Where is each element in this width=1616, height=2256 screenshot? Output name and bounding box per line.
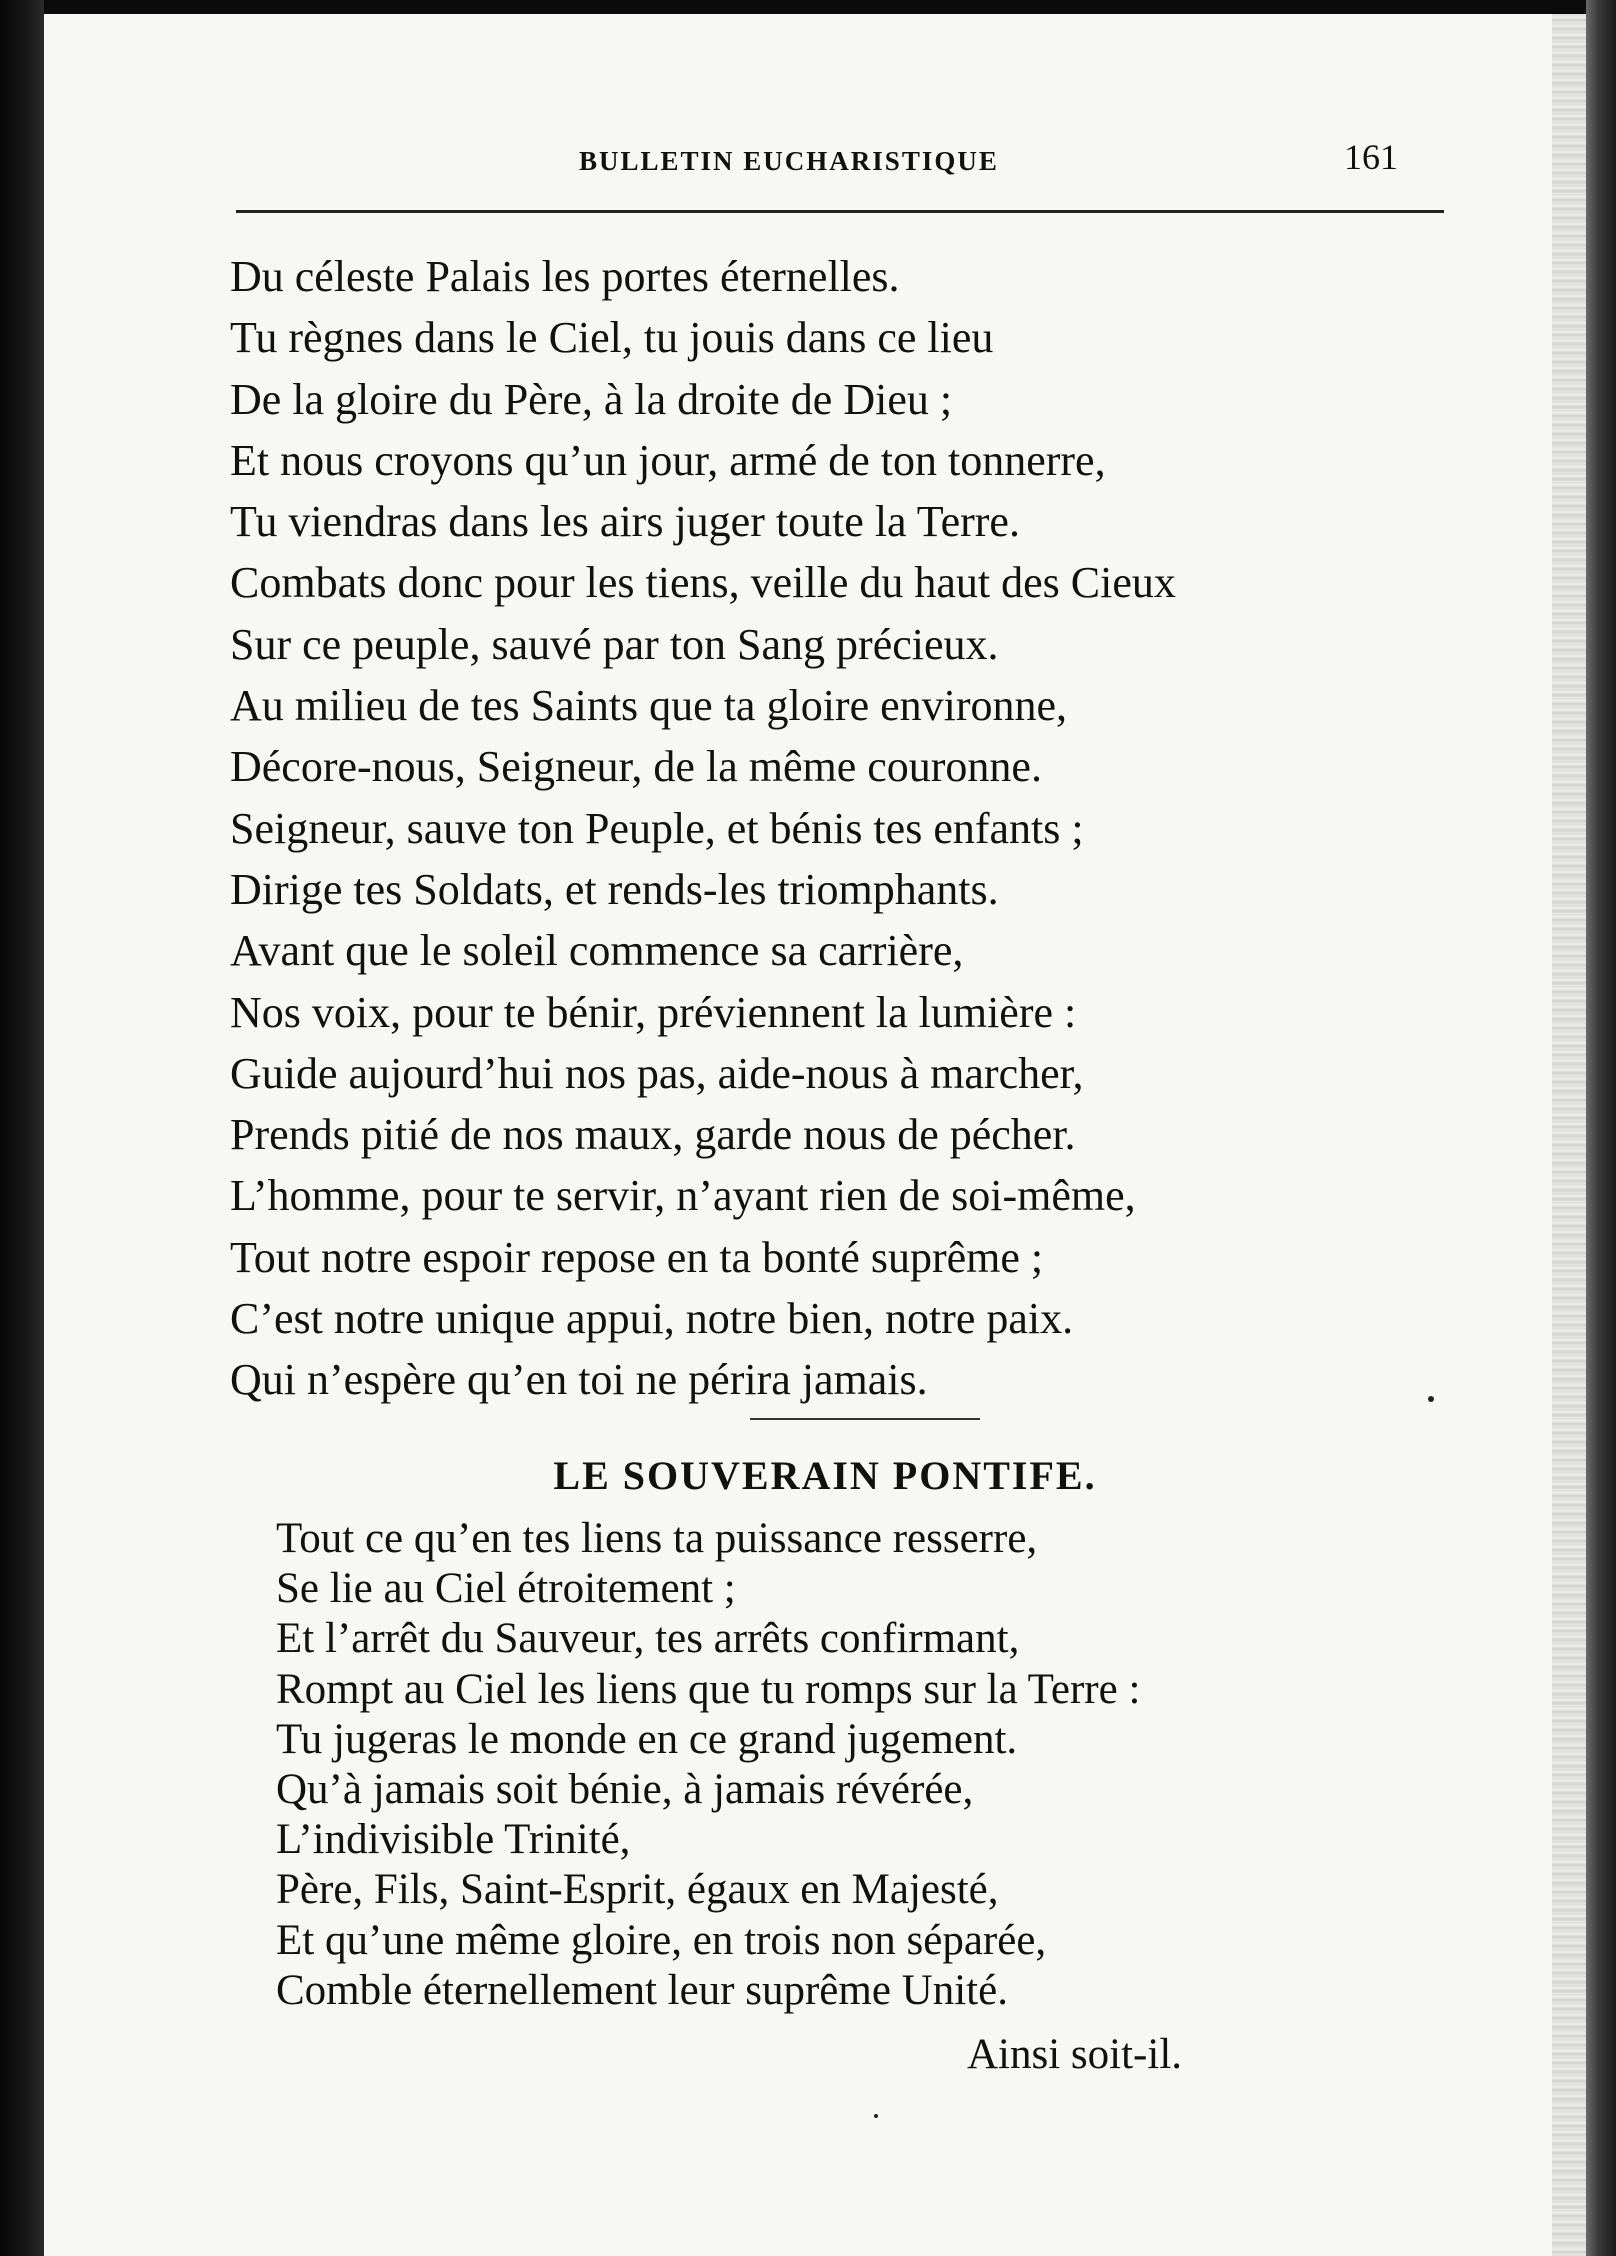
hymn-line: Tu viendras dans les airs juger toute la Terre. [230,497,1020,547]
hymn-line: Guide aujourd’hui nos pas, aide-nous à marcher, [230,1048,1084,1098]
pontiff-line: Se lie au Ciel étroitement ; [276,1565,736,1613]
pontiff-line: Père, Fils, Saint-Esprit, égaux en Majesté, [276,1866,999,1914]
hymn-line: Combats donc pour les tiens, veille du haut des Cieux [230,558,1176,608]
ink-speck [1428,1396,1434,1402]
book-page [44,14,1586,2256]
hymn-line: Au milieu de tes Saints que ta gloire environne, [230,681,1068,731]
pontiff-line: Tu jugeras le monde en ce grand jugement. [276,1715,1018,1763]
pontiff-line: Qu’à jamais soit bénie, à jamais révérée, [276,1765,974,1813]
hymn-line: Tu règnes dans le Ciel, tu jouis dans ce lieu [230,313,994,363]
header-rule [236,210,1444,213]
hymn-line: Tout notre espoir repose en ta bonté suprême ; [230,1232,1044,1282]
hymn-line: Seigneur, sauve ton Peuple, et bénis tes enfants ; [230,803,1084,853]
pontiff-line: Comble éternellement leur suprême Unité. [276,1966,1008,2014]
ink-speck [874,2114,878,2118]
pontiff-line: L’indivisible Trinité, [276,1816,631,1864]
page-edge [1552,14,1586,2256]
page-number: 161 [1344,137,1398,177]
scan-left-border [0,0,44,2256]
hymn-line: Décore-nous, Seigneur, de la même couronne. [230,742,1042,792]
scan-right-border [1586,0,1616,2256]
pontiff-line: Rompt au Ciel les liens que tu romps sur la Terre : [276,1665,1141,1713]
hymn-line: Nos voix, pour te bénir, préviennent la lumière : [230,987,1077,1037]
hymn-line: Qui n’espère qu’en toi ne périra jamais. [230,1355,928,1405]
hymn-line: De la gloire du Père, à la droite de Dieu ; [230,374,953,424]
section-divider [750,1418,980,1420]
hymn-line: Avant que le soleil commence sa carrière, [230,926,964,976]
hymn-line: Et nous croyons qu’un jour, armé de ton tonnerre, [230,435,1106,485]
hymn-line: Du céleste Palais les portes éternelles. [230,252,900,301]
running-head [44,132,1586,182]
section-title: LE SOUVERAIN PONTIFE. [553,1453,1097,1498]
running-title: BULLETIN EUCHARISTIQUE [579,146,999,176]
pontiff-line: Et qu’une même gloire, en trois non séparée, [276,1916,1047,1964]
hymn-line: L’homme, pour te servir, n’ayant rien de soi-même, [230,1171,1136,1221]
pontiff-stanza [276,1514,1140,2016]
hymn-line: Prends pitié de nos maux, garde nous de pécher. [230,1110,1076,1160]
hymn-line: Dirige tes Soldats, et rends-les triomphants. [230,864,999,914]
pontiff-line: Et l’arrêt du Sauveur, tes arrêts confirmant, [276,1615,1020,1663]
hymn-line: C’est notre unique appui, notre bien, notre paix. [230,1294,1074,1344]
hymn-stanza [230,246,1176,1411]
hymn-line: Sur ce peuple, sauvé par ton Sang précieux. [230,619,999,669]
pontiff-line: Tout ce qu’en tes liens ta puissance resserre, [276,1515,1038,1562]
closing-line: Ainsi soit-il. [967,2031,1183,2078]
